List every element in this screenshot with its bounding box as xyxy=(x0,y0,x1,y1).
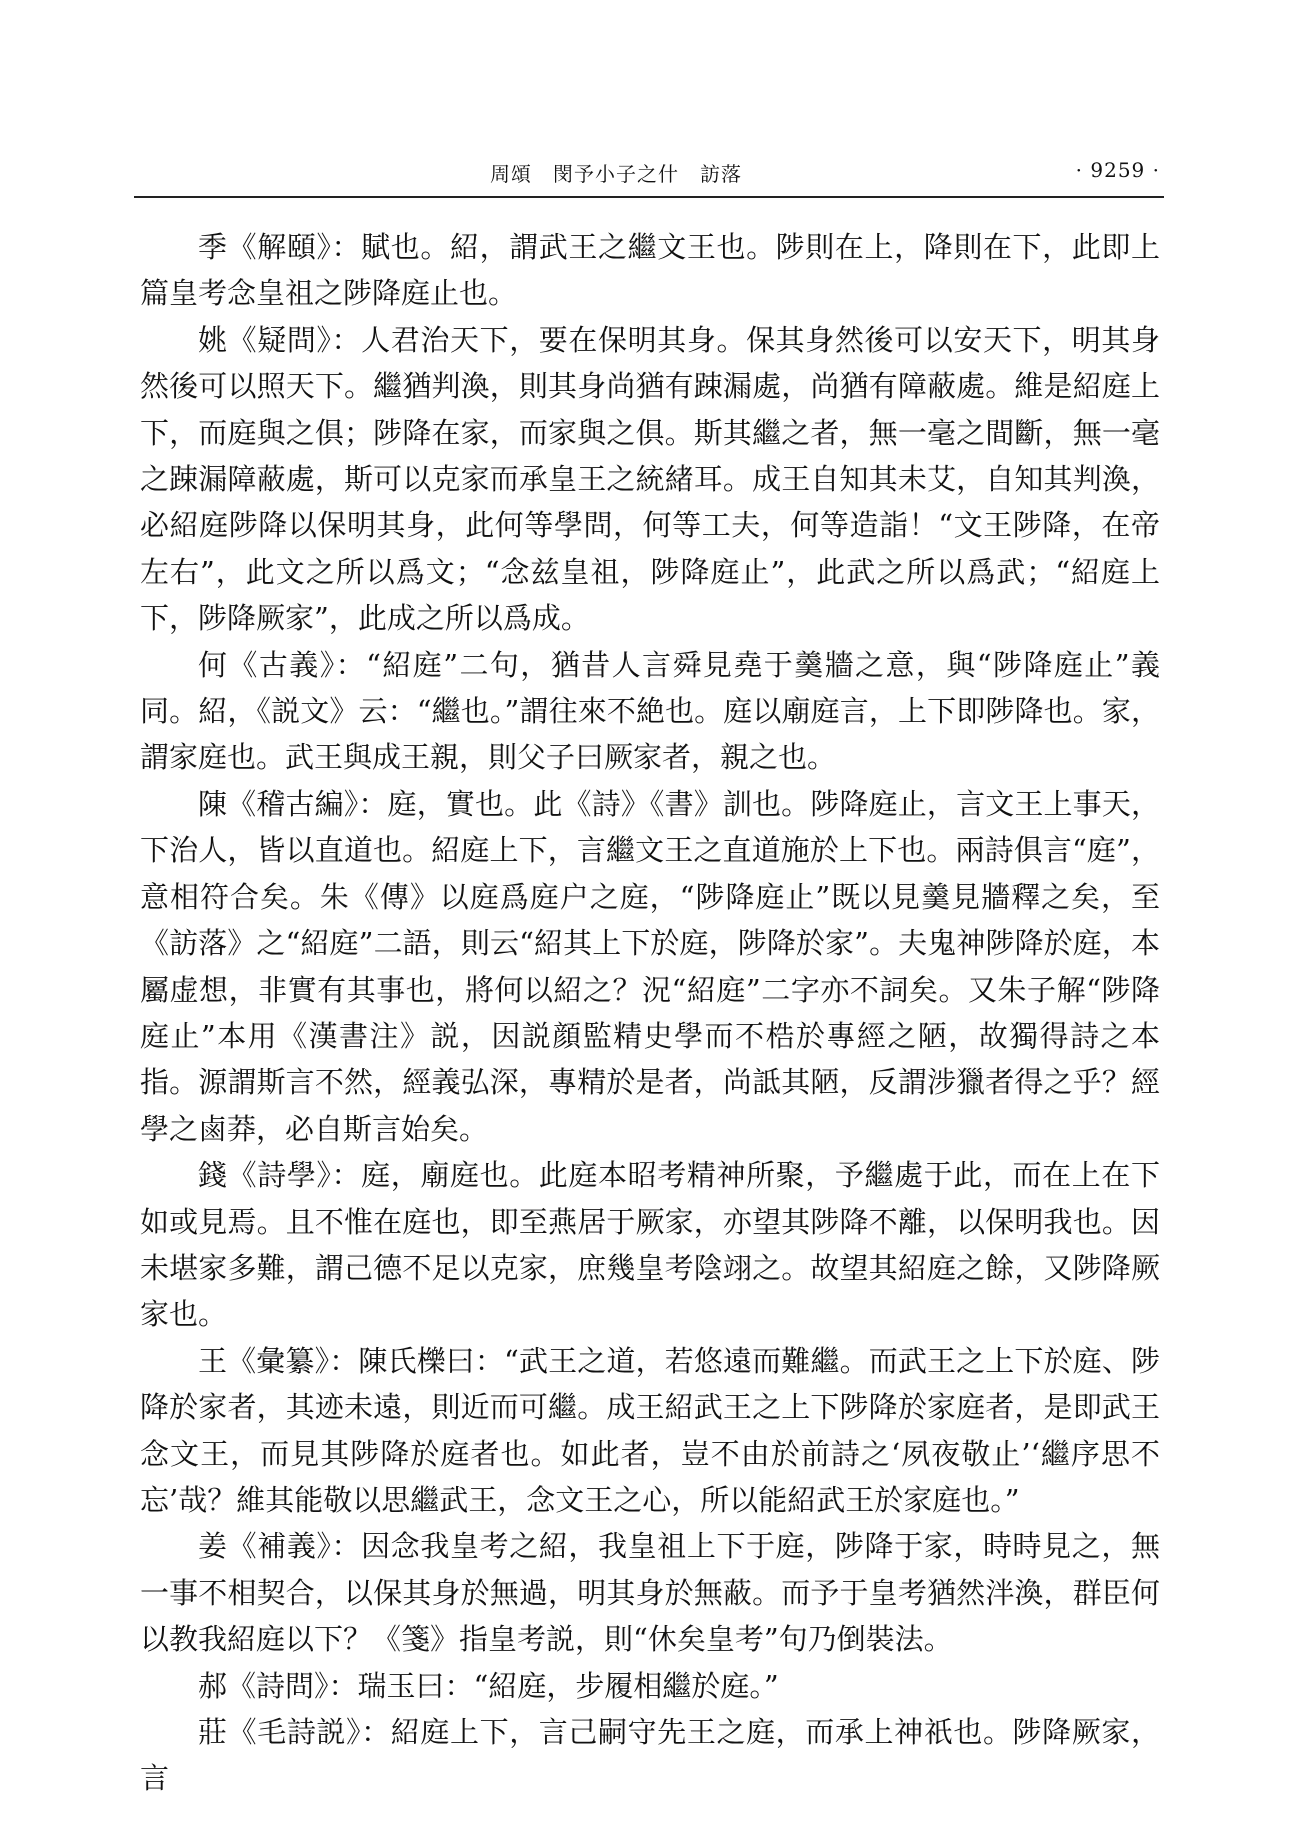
paragraph-jiang-buyi: 姜《補義》：因念我皇考之紹，我皇祖上下于庭，陟降于家，時時見之，無一事不相契合，以保其身於無過，明其身於無蔽。而予于皇考猶然泮渙，群臣何以教我紹庭以下？《箋》指皇考説，則“休矣皇考”句乃倒裝法。 xyxy=(140,1529,1160,1657)
paragraph-yao-yiwen: 姚《疑問》：人君治天下，要在保明其身。保其身然後可以安天下，明其身然後可以照天下。繼猶判渙，則其身尚猶有踈漏處，尚猶有障蔽處。維是紹庭上下，而庭與之俱；陟降在家，而家與之俱。斯其繼之者，無一毫之間斷，無一毫之踈漏障蔽處，斯可以克家而承皇王之統緒耳。成王自知其未艾，自知其判渙，必紹庭陟降以保明其身，此何等學問，何等工夫，何等造詣！“文王陟降，在帝左右”，此文之所以爲文；“念兹皇祖，陟降庭止”，此武之所以爲武；“紹庭上下，陟降厥家”，此成之所以爲成。 xyxy=(140,322,1160,636)
paragraph-wang-huizuan: 王《彙纂》：陳氏櫟曰：“武王之道，若悠遠而難繼。而武王之上下於庭、陟降於家者，其迹未遠，則近而可繼。成王紹武王之上下陟降於家庭者，是即武王念文王，而見其陟降於庭者也。如此者，豈不由於前詩之‘夙夜敬止’‘繼序思不忘’哉？維其能敬以思繼武王，念文王之心，所以能紹武王於家庭也。” xyxy=(140,1343,1160,1517)
paragraph-zhuang-maoshishuo: 莊《毛詩説》：紹庭上下，言己嗣守先王之庭，而承上神祇也。陟降厥家，言 xyxy=(140,1715,1160,1796)
running-head xyxy=(140,158,1160,194)
paragraph-chen-jigubian: 陳《稽古編》：庭，實也。此《詩》《書》訓也。陟降庭止，言文王上事天，下治人，皆以直道也。紹庭上下，言繼文王之直道施於上下也。兩詩俱言“庭”，意相符合矣。朱《傳》以庭爲庭户之庭，“陟降庭止”既以見羹見牆釋之矣，至《訪落》之“紹庭”二語，則云“紹其上下於庭，陟降於家”。夫鬼神陟降於庭，本屬虚想，非實有其事也，將何以紹之？況“紹庭”二字亦不詞矣。又朱子解“陟降庭止”本用《漢書注》説，因説顔監精史學而不梏於專經之陋，故獨得詩之本指。源謂斯言不然，經義弘深，專精於是者，尚詆其陋，反謂涉獵者得之乎？經學之鹵莽，必自斯言始矣。 xyxy=(140,786,1160,1146)
paragraph-ji-jieyi: 季《解頤》：賦也。紹，謂武王之繼文王也。陟則在上，降則在下，此即上篇皇考念皇祖之陟降庭止也。 xyxy=(140,230,1160,311)
header-rule xyxy=(134,196,1164,198)
running-head-title: 周頌 閔予小子之什 訪落 xyxy=(490,162,742,186)
paragraph-he-guyi: 何《古義》：“紹庭”二句，猶昔人言舜見堯于羹牆之意，與“陟降庭止”義同。紹，《説文》云：“繼也。”謂往來不絶也。庭以廟庭言，上下即陟降也。家，謂家庭也。武王與成王親，則父子曰厥家者，親之也。 xyxy=(140,647,1160,775)
body-text xyxy=(140,224,1160,1802)
paragraph-qian-shixue: 錢《詩學》：庭，廟庭也。此庭本昭考精神所聚，予繼處于此，而在上在下如或見焉。且不惟在庭也，即至燕居于厥家，亦望其陟降不離，以保明我也。因未堪家多難，謂己德不足以克家，庶幾皇考陰翊之。故望其紹庭之餘，又陟降厥家也。 xyxy=(140,1158,1160,1332)
page-number: · 9259 · xyxy=(1075,158,1160,182)
paragraph-hao-shiwen: 郝《詩問》：瑞玉曰：“紹庭，步履相繼於庭。” xyxy=(198,1668,779,1703)
